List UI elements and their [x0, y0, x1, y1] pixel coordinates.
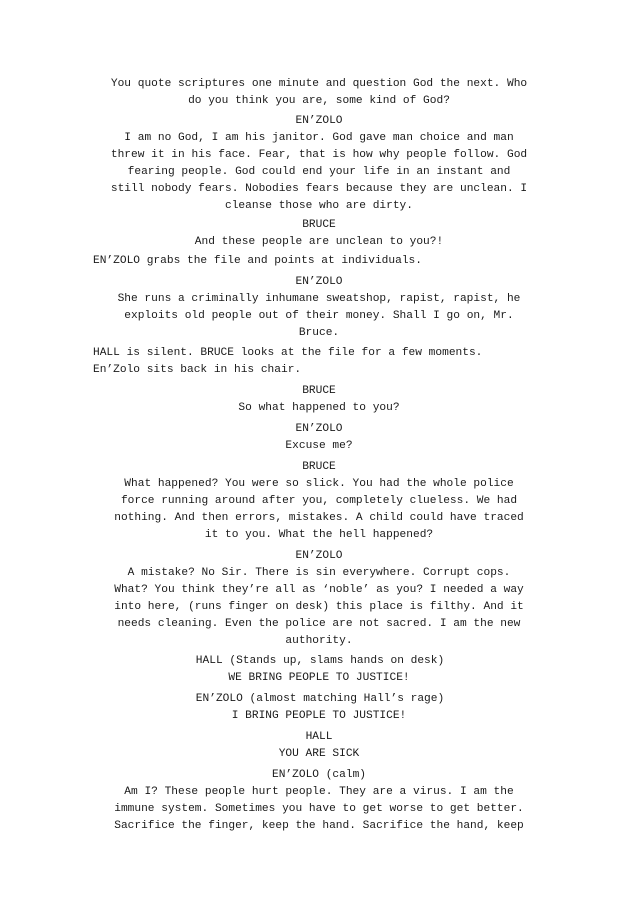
- dialogue-line: I am no God, I am his janitor. God gave man choice and man: [124, 132, 514, 144]
- dialogue-line: What? You think they’re all as ‘noble’ as you? I needed a way: [114, 584, 524, 596]
- dialogue-line: YOU ARE SICK: [278, 748, 360, 760]
- character-name: BRUCE: [302, 385, 336, 397]
- action-line: HALL is silent. BRUCE looks at the file for a few moments.: [93, 347, 483, 359]
- dialogue-line: force running around after you, completely clueless. We had: [120, 495, 518, 507]
- dialogue-line: WE BRING PEOPLE TO JUSTICE!: [228, 672, 410, 684]
- character-name: EN’ZOLO: [295, 276, 343, 288]
- dialogue-line: Sacrifice the finger, keep the hand. Sacrifice the hand, keep: [114, 820, 524, 832]
- dialogue-line: A mistake? No Sir. There is sin everywhere. Corrupt cops.: [127, 567, 511, 579]
- dialogue-line: And these people are unclean to you?!: [194, 236, 444, 248]
- dialogue-line: it to you. What the hell happened?: [204, 529, 434, 541]
- character-name: HALL (Stands up, slams hands on desk): [195, 655, 445, 667]
- dialogue-line: do you think you are, some kind of God?: [188, 95, 450, 107]
- character-name: HALL: [305, 731, 333, 743]
- character-name: EN’ZOLO (almost matching Hall’s rage): [195, 693, 445, 705]
- dialogue-line: So what happened to you?: [238, 402, 400, 414]
- dialogue-line: You quote scriptures one minute and question God the next. Who: [110, 78, 528, 90]
- dialogue-line: cleanse those who are dirty.: [225, 200, 413, 212]
- character-name: BRUCE: [302, 461, 336, 473]
- character-name: EN’ZOLO (calm): [272, 769, 366, 781]
- action-line: EN’ZOLO grabs the file and points at individuals.: [93, 255, 422, 267]
- dialogue-line: needs cleaning. Even the police are not sacred. I am the new: [117, 618, 521, 630]
- dialogue-line: fearing people. God could end your life in an instant and: [127, 166, 511, 178]
- dialogue-line: Am I? These people hurt people. They are a virus. I am the: [124, 786, 514, 798]
- dialogue-line: She runs a criminally inhumane sweatshop, rapist, rapist, he: [117, 293, 521, 305]
- dialogue-line: threw it in his face. Fear, that is how why people follow. God: [110, 149, 528, 161]
- dialogue-line: immune system. Sometimes you have to get worse to get better.: [114, 803, 524, 815]
- dialogue-line: nothing. And then errors, mistakes. A child could have traced: [114, 512, 524, 524]
- character-name: EN’ZOLO: [295, 423, 343, 435]
- dialogue-line: Excuse me?: [285, 440, 353, 452]
- dialogue-line: still nobody fears. Nobodies fears because they are unclean. I: [110, 183, 528, 195]
- character-name: EN’ZOLO: [295, 115, 343, 127]
- dialogue-line: What happened? You were so slick. You had the whole police: [124, 478, 514, 490]
- dialogue-line: exploits old people out of their money. Shall I go on, Mr.: [124, 310, 514, 322]
- dialogue-line: I BRING PEOPLE TO JUSTICE!: [231, 710, 407, 722]
- dialogue-line: into here, (runs finger on desk) this place is filthy. And it: [114, 601, 524, 613]
- action-line: En’Zolo sits back in his chair.: [93, 364, 302, 376]
- character-name: BRUCE: [302, 219, 336, 231]
- character-name: EN’ZOLO: [295, 550, 343, 562]
- dialogue-line: Bruce.: [298, 327, 340, 339]
- dialogue-line: authority.: [285, 635, 353, 647]
